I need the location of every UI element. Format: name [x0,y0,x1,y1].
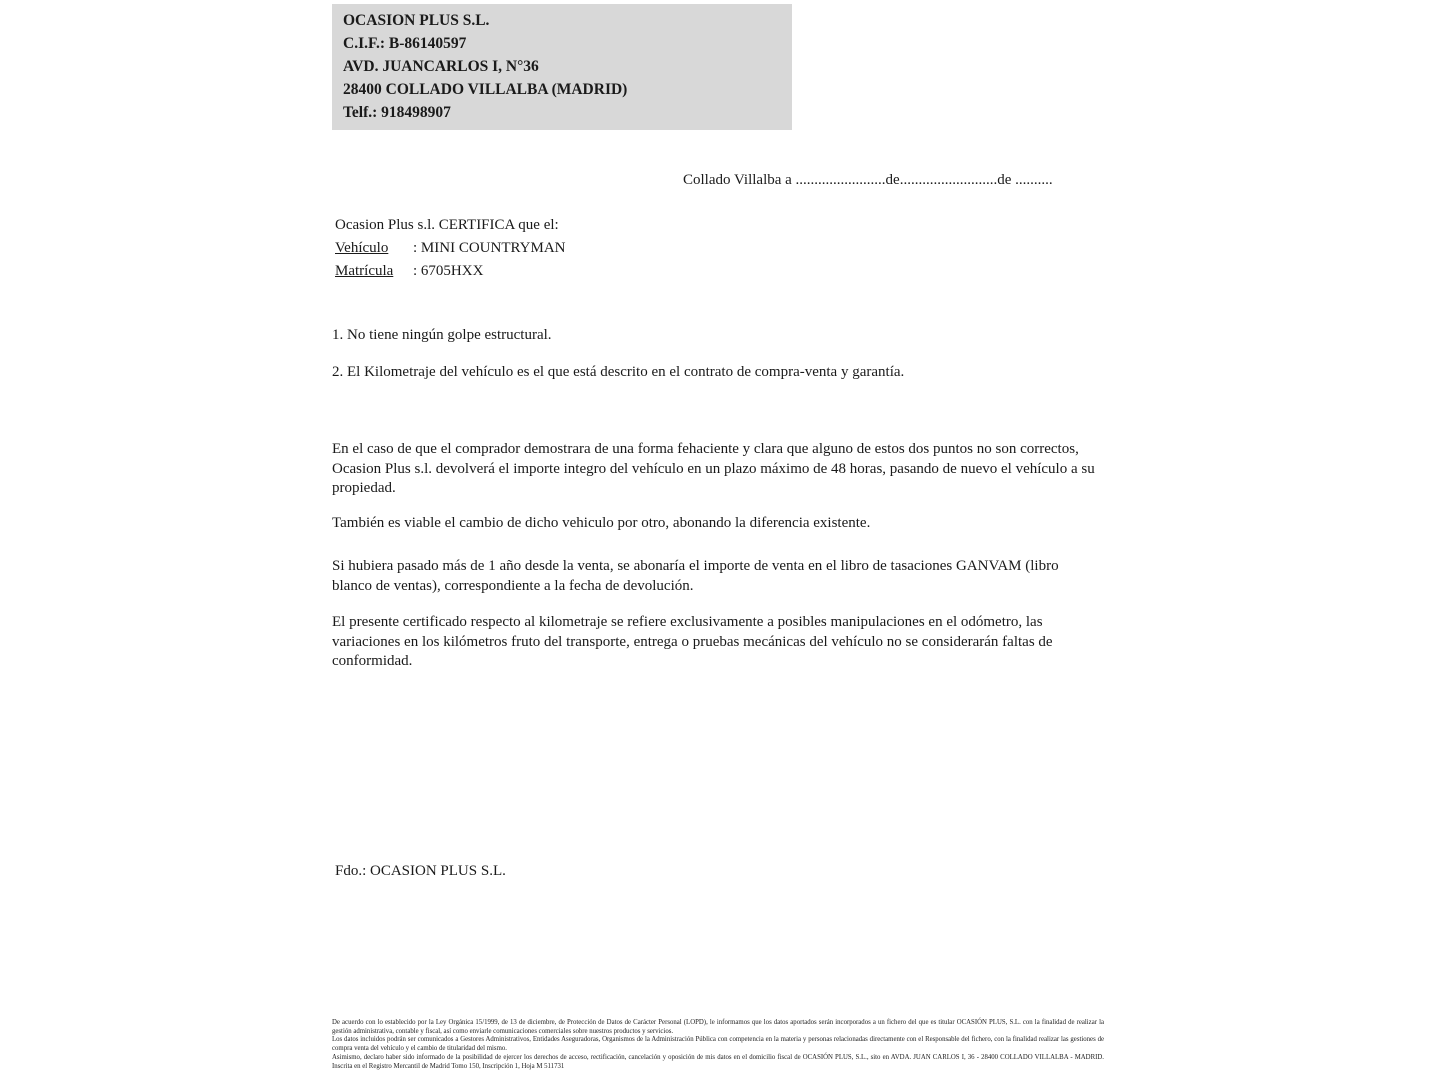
certifies-intro: Ocasion Plus s.l. CERTIFICA que el: [335,217,559,233]
company-phone: Telf.: 918498907 [343,104,451,121]
legal-paragraph-1: De acuerdo con lo establecido por la Ley Orgánica 15/1999, de 13 de diciembre, de Protección de Datos de Carácter Personal (LOPD), le informamos que los datos aportados serán incorporados a un fichero del que es titular OCASIÓN PLUS, S.L. con la finalidad de realizar la gestión administrativa, contable y fiscal, así como enviarle comunicaciones comerciales sobre nuestros productos y servicios. [332,1019,1104,1035]
paragraph-exchange: También es viable el cambio de dicho vehiculo por otro, abonando la diferencia existente. [332,515,871,531]
paragraph-odometer: El presente certificado respecto al kilometraje se refiere exclusivamente a posibles manipulaciones en el odómetro, las variaciones en los kilómetros fruto del transporte, entrega o pruebas mecánicas del vehículo no se considerarán faltas de conformidad. [332,614,1053,669]
vehicle-value: : MINI COUNTRYMAN [413,240,566,256]
point-1: 1. No tiene ningún golpe estructural. [332,327,552,343]
plate-label: Matrícula [335,263,394,279]
company-name: OCASION PLUS S.L. [343,12,490,29]
date-line: Collado Villalba a ........................de..........................de .......... [683,172,1053,188]
paragraph-ganvam: Si hubiera pasado más de 1 año desde la venta, se abonaría el importe de venta en el libro de tasaciones GANVAM (libro blanco de ventas), correspondiente a la fecha de devolución. [332,558,1059,594]
legal-footer [332,1019,1104,1071]
plate-value: : 6705HXX [413,263,484,279]
letterhead [332,4,792,130]
paragraph-refund: En el caso de que el comprador demostrara de una forma fehaciente y clara que alguno de estos dos puntos no son correctos, Ocasion Plus s.l. devolverá el importe integro del vehículo en un plazo máximo de 48 horas, pasando de nuevo el vehículo a su propiedad. [332,441,1095,496]
company-city: 28400 COLLADO VILLALBA (MADRID) [343,81,628,98]
company-cif: C.I.F.: B-86140597 [343,35,467,52]
legal-paragraph-2: Los datos incluidos podrán ser comunicados a Gestores Administrativos, Entidades Aseguradoras, Organismos de la Administración Pública con competencia en la materia y personas relacionadas directamente con el Responsable del fichero, con la finalidad realizar las gestiones de compra venta del vehículo y el cambio de titularidad del mismo. [332,1036,1104,1053]
signature-line: Fdo.: OCASION PLUS S.L. [335,863,506,879]
point-2: 2. El Kilometraje del vehículo es el que está descrito en el contrato de compra-venta y garantía. [332,364,905,380]
plate-line [335,263,483,280]
vehicle-label: Vehículo [335,240,389,256]
vehicle-line [335,240,566,257]
company-address: AVD. JUANCARLOS I, N°36 [343,58,539,75]
legal-paragraph-3: Asimismo, declaro haber sido informado de la posibilidad de ejercer los derechos de acceso, rectificación, cancelación y oposición de mis datos en el domicilio fiscal de OCASIÓN PLUS, S.L., sito en AVDA. JUAN CARLOS I, 36 - 28400 COLLADO VILLALBA - MADRID. Inscrita en el Registro Mercantil de Madrid Tomo 150, Inscripción 1, Hoja M 511731 [332,1053,1104,1070]
